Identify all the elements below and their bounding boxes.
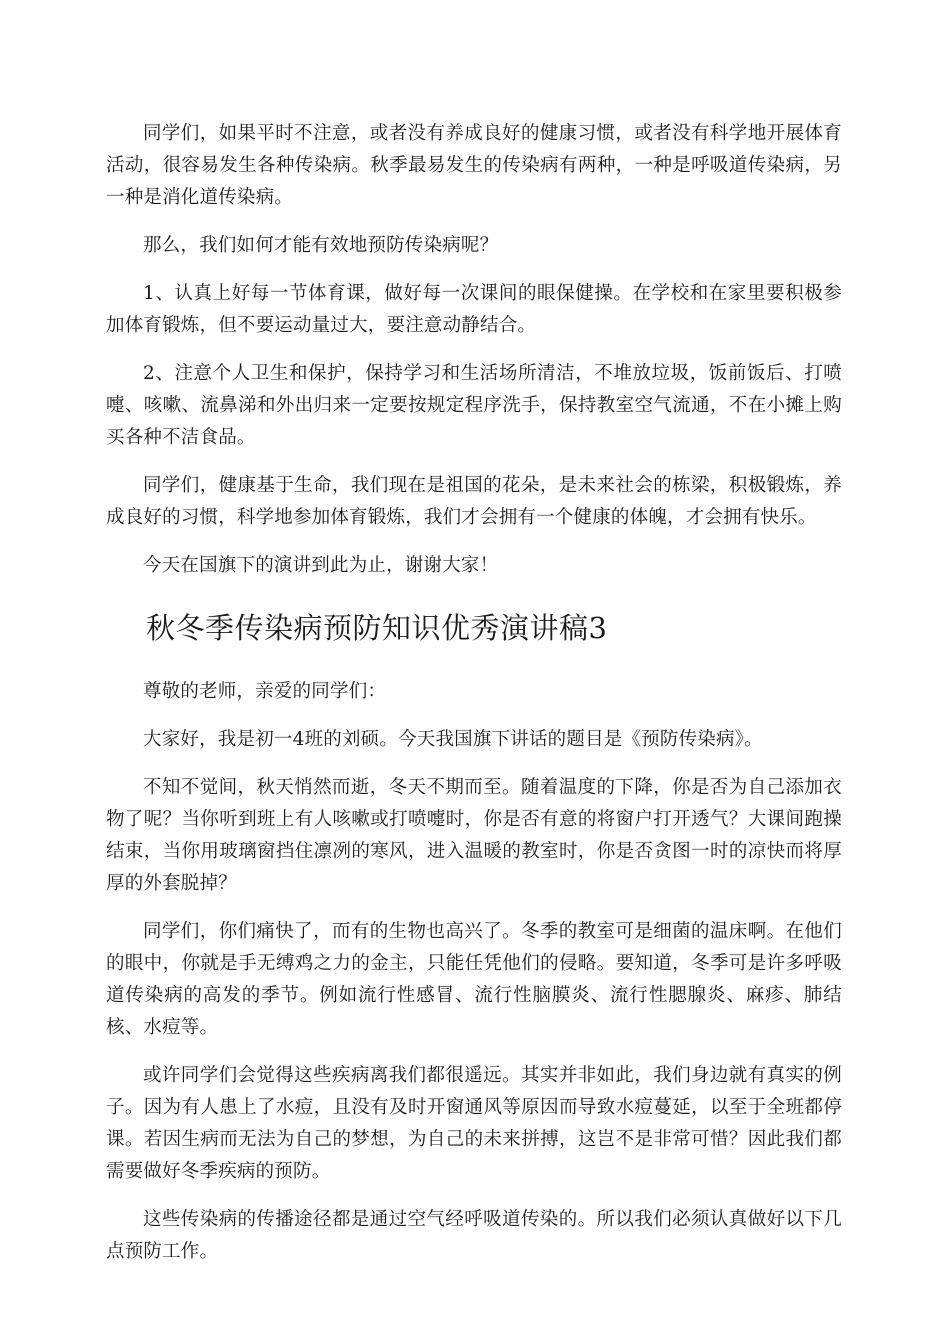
paragraph-closing: 今天在国旗下的演讲到此为止，谢谢大家！ [143,555,499,576]
paragraph-prevention-intro: 同学们，如果平时不注意，或者没有养成良好的健康习惯，或者没有科学地开展体育活动，很容易发生各种传染病。秋季最易发生的传染病有两种，一种是呼吸道传染病，另一种是消化道传染病。 [106,123,842,208]
paragraph-transmission: 这些传染病的传播途径都是通过空气经呼吸道传染的。所以我们必须认真做好以下几点预防工作。 [106,1209,842,1262]
paragraph-question: 那么，我们如何才能有效地预防传染病呢？ [143,235,499,256]
paragraph-bacteria: 同学们，你们痛快了，而有的生物也高兴了。冬季的教室可是细菌的温床啊。在他们的眼中，你就是手无缚鸡之力的金主，只能任凭他们的侵略。要知道，冬季可是许多呼吸道传染病的高发的季节。例如流行性感冒、流行性脑膜炎、流行性腮腺炎、麻疹、肺结核、水痘等。 [106,921,842,1038]
document-page [106,118,842,1284]
paragraph-item-2: 2、注意个人卫生和保护，保持学习和生活场所清洁，不堆放垃圾，饭前饭后、打喷嚏、咳嗽、流鼻涕和外出归来一定要按规定程序洗手，保持教室空气流通，不在小摊上购买各种不洁食品。 [106,363,842,448]
paragraph-greeting: 大家好，我是初一4班的刘硕。今天我国旗下讲话的题目是《预防传染病》。 [143,729,763,750]
paragraph-item-1: 1、认真上好每一节体育课，做好每一次课间的眼保健操。在学校和在家里要积极参加体育锻炼，但不要运动量过大，要注意动静结合。 [106,283,842,336]
paragraph-example: 或许同学们会觉得这些疾病离我们都很遥远。其实并非如此，我们身边就有真实的例子。因为有人患上了水痘，且没有及时开窗通风等原因而导致水痘蔓延，以至于全班都停课。若因生病而无法为自己的梦想，为自己的未来拼搏，这岂不是非常可惜？因此我们都需要做好冬季疾病的预防。 [106,1065,842,1182]
section-heading: 秋冬季传染病预防知识优秀演讲稿3 [146,611,608,645]
paragraph-season: 不知不觉间，秋天悄然而逝，冬天不期而至。随着温度的下降，你是否为自己添加衣物了呢？当你听到班上有人咳嗽或打喷嚏时，你是否有意的将窗户打开透气？大课间跑操结束，当你用玻璃窗挡住凛冽的寒风，进入温暖的教室时，你是否贪图一时的凉快而将厚厚的外套脱掉？ [106,777,842,894]
paragraph-salutation: 尊敬的老师，亲爱的同学们： [143,681,387,702]
paragraph-conclusion: 同学们，健康基于生命，我们现在是祖国的花朵，是未来社会的栋梁，积极锻炼，养成良好的习惯，科学地参加体育锻炼，我们才会拥有一个健康的体魄，才会拥有快乐。 [106,475,842,528]
